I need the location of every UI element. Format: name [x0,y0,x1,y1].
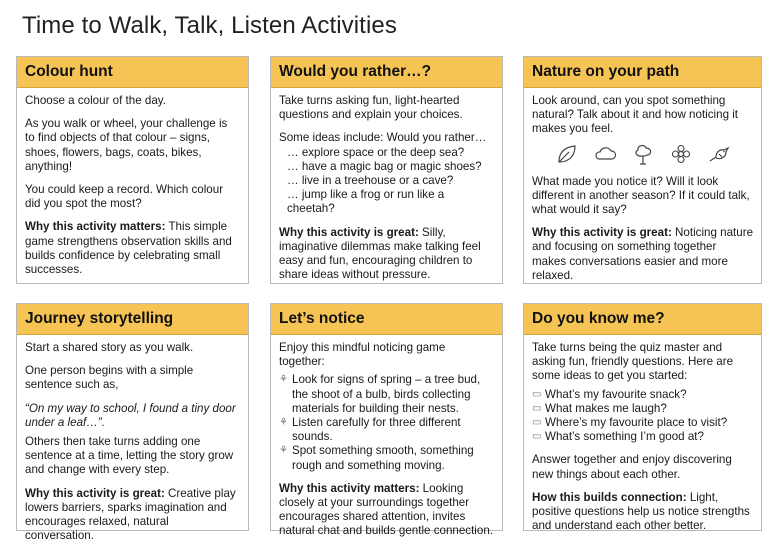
ideas-intro: Some ideas include: Would you rather… [279,131,487,145]
list-item-text: Spot something smooth, something rough and something moving. [292,444,474,472]
card-body [271,335,502,539]
questions-list [532,388,753,445]
card-do-you-know-me [523,303,762,531]
paragraph: One person begins with a simple sentence such as, [25,364,194,392]
why-text: Looking closely at your surroundings together encourages shared attention, invites natural chat and builds gentle connection. [279,481,493,538]
quote: “On my way to school, I found a tiny door under a leaf…”. [25,401,236,429]
card-title: Journey storytelling [17,304,248,335]
page-title: Time to Walk, Talk, Listen Activities [22,12,397,39]
why-paragraph [532,226,753,283]
list-item: … live in a treehouse or a cave? [287,174,454,188]
sprout-icon: ⚘ [279,417,288,429]
why-text: Silly, imaginative dilemmas make talking feel easy and fun, encouraging children to share ideas without pressure. [279,225,481,282]
leaf-icon [555,143,579,165]
paragraph: You could keep a record. Which colour did you spot the most? [25,183,224,211]
card-nature-on-your-path [523,56,762,284]
paragraph: Enjoy this mindful noticing game together: [279,341,446,369]
sprout-icon: ⚘ [279,374,288,386]
why-text: Light, positive questions help us notice strengths and understand each other better. [532,490,750,533]
paragraph: Answer together and enjoy discovering new things about each other. [532,453,732,481]
why-paragraph [25,487,240,544]
paragraph: Start a shared story as you walk. [25,341,194,354]
card-would-you-rather [270,56,503,284]
why-text: Creative play lowers barriers, sparks imagination and encourages relaxed, natural conversation. [25,486,236,543]
bird-icon [707,143,731,165]
speech-icon: ▭ [532,402,542,414]
list-item [279,444,494,472]
paragraph: Take turns asking fun, light-hearted questions and explain your choices. [279,94,463,122]
list-item [279,373,494,416]
list-item-text: Listen carefully for three different sounds. [292,416,461,444]
why-paragraph [279,482,494,539]
why-paragraph [532,491,753,534]
list-item: … explore space or the deep sea? [287,145,465,159]
card-title: Do you know me? [524,304,761,335]
cloud-icon [593,143,617,165]
list-item [532,402,753,416]
sprout-icon: ⚘ [279,445,288,457]
card-body [17,88,248,277]
why-label: Why this activity matters: [25,220,166,234]
card-body [524,88,761,283]
card-title: Nature on your path [524,57,761,88]
list-item [532,388,753,402]
why-paragraph [279,226,494,283]
card-title: Let’s notice [271,304,502,335]
paragraph: As you walk or wheel, your challenge is to find objects of that colour – signs, shoes, flowers, bags, coats, bikes, anything! [25,117,228,173]
why-label: How this builds connection: [532,490,687,504]
list-item [532,430,753,444]
ideas-list [279,146,494,217]
flower-icon [669,143,693,165]
card-title: Would you rather…? [271,57,502,88]
tree-icon [631,143,655,165]
speech-icon: ▭ [532,417,542,429]
card-body [17,335,248,543]
list-item [279,416,494,444]
speech-icon: ▭ [532,431,542,443]
card-body [271,88,502,282]
why-text: This simple game strengthens observation skills and builds confidence by celebrating small successes. [25,220,232,277]
list-item-text: What’s my favourite snack? [545,387,687,401]
why-label: Why this activity matters: [279,481,420,495]
why-label: Why this activity is great: [25,486,165,500]
card-colour-hunt [16,56,249,284]
card-journey-storytelling [16,303,249,543]
why-text: Noticing nature and focusing on something together makes conversations easier and more relaxed. [532,226,754,282]
card-lets-notice [270,303,503,538]
list-item: … have a magic bag or magic shoes? [287,159,482,173]
paragraph: Others then take turns adding one sentence at a time, letting the story grow and change with every step. [25,435,234,477]
list-item-text: What’s something I’m good at? [545,430,704,444]
why-label: Why this activity is great: [532,226,672,240]
list-item [532,416,753,430]
paragraph: Look around, can you spot something natural? Talk about it and how noticing it makes you feel. [532,94,739,136]
why-label: Why this activity is great: [279,225,419,239]
list-item: … jump like a frog or run like a cheetah? [287,188,445,216]
speech-icon: ▭ [532,388,542,400]
list-item-text: What makes me laugh? [545,401,667,415]
why-paragraph [25,220,240,277]
paragraph: Choose a colour of the day. [25,94,166,107]
paragraph: Take turns being the quiz master and asking fun, friendly questions. Here are some ideas to get you started: [532,341,734,383]
card-body [524,335,761,533]
card-title: Colour hunt [17,57,248,88]
notice-list [279,373,494,472]
nature-icons [532,143,753,165]
list-item-text: Look for signs of spring – a tree bud, the shoot of a bulb, birds collecting materials for building their nests. [292,373,481,415]
list-item-text: Where’s my favourite place to visit? [545,416,728,430]
paragraph: What made you notice it? Will it look different in another season? If it could talk, what would it say? [532,174,750,217]
